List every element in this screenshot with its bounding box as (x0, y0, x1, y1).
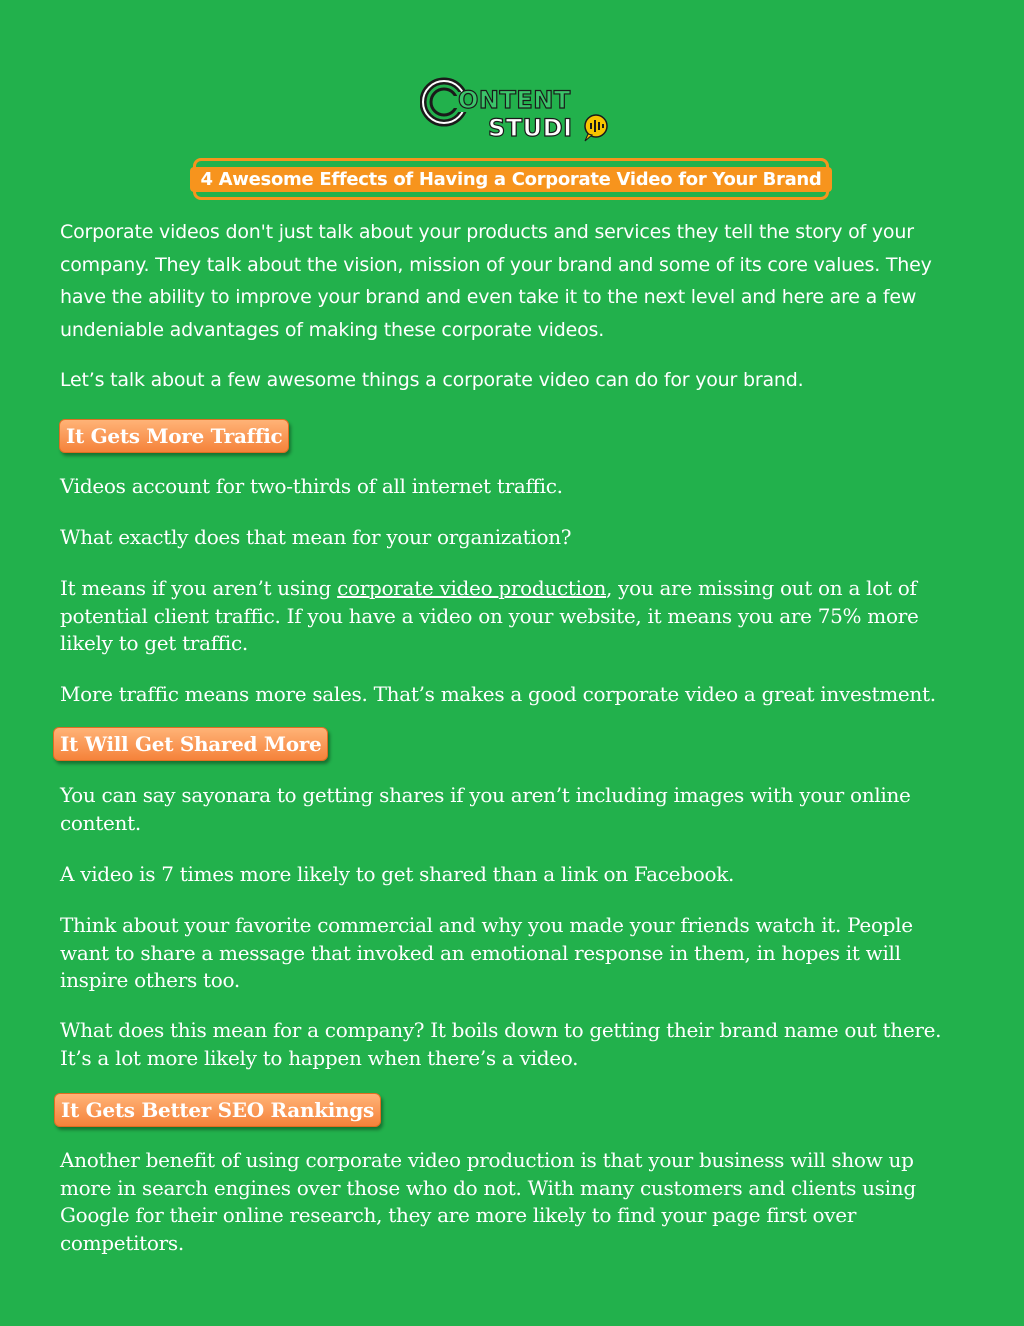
section-heading-traffic: It Gets More Traffic (59, 419, 289, 453)
intro-paragraph-1: Corporate videos don't just talk about your products and services they tell the story of your company. They talk about the vision, mission of your brand and some of its core values. They have the ability to improve your brand and even take it to the next level and here are a few undeniable advantages of making these corporate videos. (60, 221, 932, 341)
traffic-paragraph-4: More traffic means more sales. That’s makes a good corporate video a great investment. (60, 682, 936, 706)
shared-paragraph-1: You can say sayonara to getting shares if you aren’t including images with your online content. (60, 783, 911, 835)
traffic-paragraph-2: What exactly does that mean for your organization? (60, 525, 572, 549)
logo-line2: STUDI (488, 114, 573, 142)
traffic-paragraph-3-start: It means if you aren’t using (60, 576, 338, 600)
intro-paragraph-2: Let’s talk about a few awesome things a corporate video can do for your brand. (60, 369, 804, 391)
content-studio-logo (420, 72, 620, 144)
section-heading-shared: It Will Get Shared More (53, 727, 328, 761)
page-title: 4 Awesome Effects of Having a Corporate Video for Your Brand (190, 167, 831, 192)
section-heading-seo: It Gets Better SEO Rankings (54, 1093, 381, 1127)
corporate-video-production-link[interactable]: corporate video production (337, 576, 607, 600)
shared-paragraph-4: What does this mean for a company? It boils down to getting their brand name out there. It’s a lot more likely to happen when there’s a video. (60, 1018, 942, 1070)
shared-paragraph-3: Think about your favorite commercial and why you made your friends watch it. People want to share a message that invoked an emotional response in them, in hopes it will inspire others too. (60, 913, 913, 992)
traffic-paragraph-3-end: , you are missing out on a lot of potential client traffic. If you have a video on your website, it means you are 75% more likely to get traffic. (60, 576, 919, 655)
shared-paragraph-2: A video is 7 times more likely to get shared than a link on Facebook. (60, 862, 735, 886)
seo-paragraph-1: Another benefit of using corporate video production is that your business will show up more in search engines over those who do not. With many customers and clients using Google for their online research, they are more likely to find your page first over competitors. (60, 1148, 916, 1255)
title-box (193, 158, 829, 200)
traffic-paragraph-1: Videos account for two-thirds of all internet traffic. (60, 474, 563, 498)
audio-bubble-icon (585, 115, 607, 141)
traffic-paragraph-3 (60, 575, 950, 658)
logo-line1: ONTENT (458, 86, 571, 114)
